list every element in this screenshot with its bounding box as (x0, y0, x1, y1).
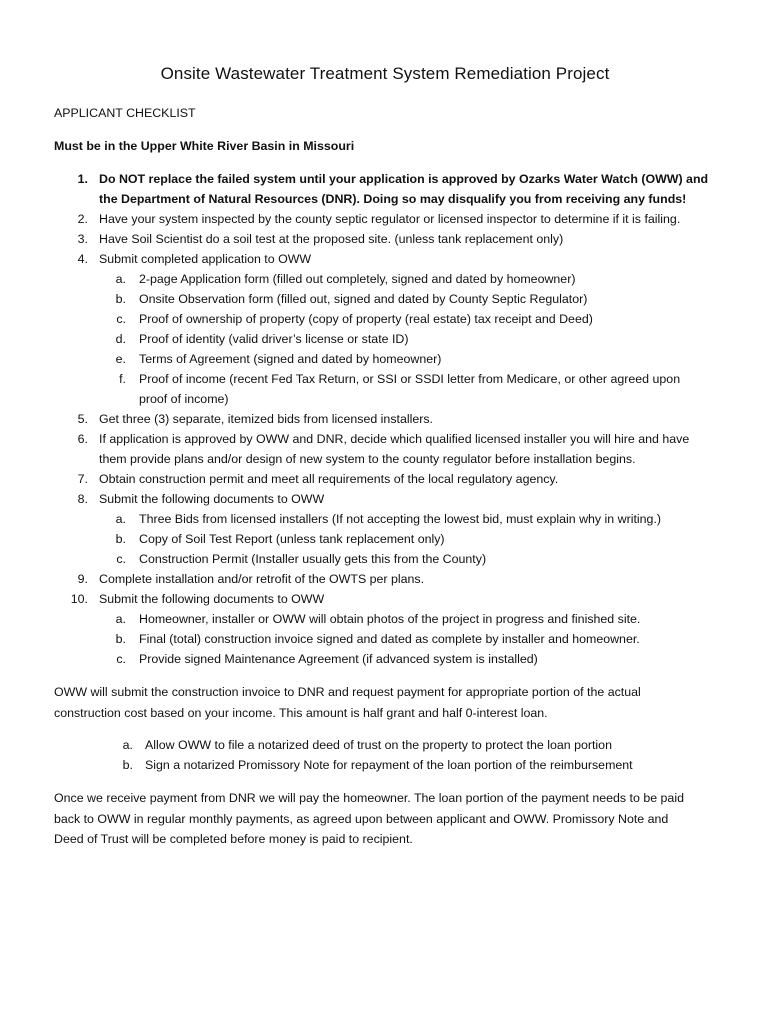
paragraph-line: Deed of Trust will be completed before money is paid to recipient. (54, 832, 413, 846)
sub-text-line: Homeowner, installer or OWW will obtain photos of the project in progress and finished site. (139, 612, 641, 626)
sub-text-line: Terms of Agreement (signed and dated by homeowner) (139, 352, 442, 366)
step-text-line: Submit the following documents to OWW (99, 592, 325, 606)
step-text-line: the Department of Natural Resources (DNR). Doing so may disqualify you from receiving any funds! (99, 192, 687, 206)
page-title: Onsite Wastewater Treatment System Remediation Project (160, 64, 610, 83)
step-text-line: Submit completed application to OWW (99, 252, 312, 266)
step-text-line: If application is approved by OWW and DNR, decide which qualified licensed installer you will hire and have (99, 432, 690, 446)
closing-paragraph (54, 788, 684, 850)
step-text-line: Obtain construction permit and meet all requirements of the local regulatory agency. (99, 472, 559, 486)
loan-letter: b. (122, 758, 133, 772)
step-text-line: Complete installation and/or retrofit of the OWTS per plans. (99, 572, 425, 586)
sub-text-line: Onsite Observation form (filled out, signed and dated by County Septic Regulator) (139, 292, 588, 306)
paragraph-line: construction cost based on your income. This amount is half grant and half 0-interest loan. (54, 705, 548, 720)
sub-text-line: Construction Permit (Installer usually gets this from the County) (139, 552, 487, 566)
checklist-heading: APPLICANT CHECKLIST (54, 106, 196, 120)
sub-text-line: Proof of identity (valid driver’s license or state ID) (139, 332, 409, 346)
step-number: 4. (77, 252, 88, 266)
basin-requirement: Must be in the Upper White River Basin in Missouri (54, 139, 355, 153)
loan-letter: a. (122, 738, 133, 752)
step-number: 2. (77, 212, 88, 226)
sub-letter: a. (115, 272, 126, 286)
sub-letter: a. (115, 512, 126, 526)
sub-text-line: Final (total) construction invoice signed and dated as complete by installer and homeowner. (139, 632, 640, 646)
sub-text-line: 2-page Application form (filled out completely, signed and dated by homeowner) (139, 272, 576, 286)
sub-text-line: Copy of Soil Test Report (unless tank replacement only) (139, 532, 445, 546)
sub-letter: a. (115, 612, 126, 626)
sub-text-line: proof of income) (139, 392, 229, 406)
step-number: 6. (77, 432, 88, 446)
sub-letter: e. (115, 352, 126, 366)
step-text-line: Have Soil Scientist do a soil test at the proposed site. (unless tank replacement only) (99, 232, 564, 246)
step-text-line: Do NOT replace the failed system until your application is approved by Ozarks Water Watch (OWW) and (99, 172, 709, 186)
sub-letter: c. (116, 652, 126, 666)
sub-letter: d. (115, 332, 126, 346)
sub-letter: f. (119, 372, 126, 386)
sub-text-line: Three Bids from licensed installers (If not accepting the lowest bid, must explain why in writing.) (139, 512, 662, 526)
step-text-line: Get three (3) separate, itemized bids from licensed installers. (99, 412, 434, 426)
loan-text: Sign a notarized Promissory Note for repayment of the loan portion of the reimbursement (145, 758, 633, 772)
step-number: 9. (77, 572, 88, 586)
step-number: 7. (77, 472, 88, 486)
step-text-line: Submit the following documents to OWW (99, 492, 325, 506)
sub-text-line: Proof of ownership of property (copy of property (real estate) tax receipt and Deed) (139, 312, 593, 326)
step-number: 8. (77, 492, 88, 506)
sub-letter: b. (115, 532, 126, 546)
step-text-line: them provide plans and/or design of new system to the county regulator before installation begins. (99, 452, 636, 466)
sub-letter: c. (116, 552, 126, 566)
sub-text-line: Proof of income (recent Fed Tax Return, or SSI or SSDI letter from Medicare, or other agreed upon (139, 372, 681, 386)
step-number: 1. (77, 172, 88, 186)
step-number: 10. (70, 592, 88, 606)
sub-letter: b. (115, 292, 126, 306)
sub-letter: c. (116, 312, 126, 326)
sub-text-line: Provide signed Maintenance Agreement (if advanced system is installed) (139, 652, 538, 666)
step-number: 5. (77, 412, 88, 426)
paragraph-line: OWW will submit the construction invoice to DNR and request payment for appropriate portion of the actual (54, 685, 641, 699)
paragraph-line: Once we receive payment from DNR we will pay the homeowner. The loan portion of the payment needs to be paid (54, 791, 684, 805)
sub-letter: b. (115, 632, 126, 646)
step-number: 3. (77, 232, 88, 246)
step-text-line: Have your system inspected by the county septic regulator or licensed inspector to determine if it is failing. (99, 212, 681, 226)
paragraph-line: back to OWW in regular monthly payments, as agreed upon between applicant and OWW. Promissory Note and (54, 811, 669, 826)
payment-paragraph (54, 682, 641, 723)
loan-text: Allow OWW to file a notarized deed of trust on the property to protect the loan portion (145, 738, 612, 752)
